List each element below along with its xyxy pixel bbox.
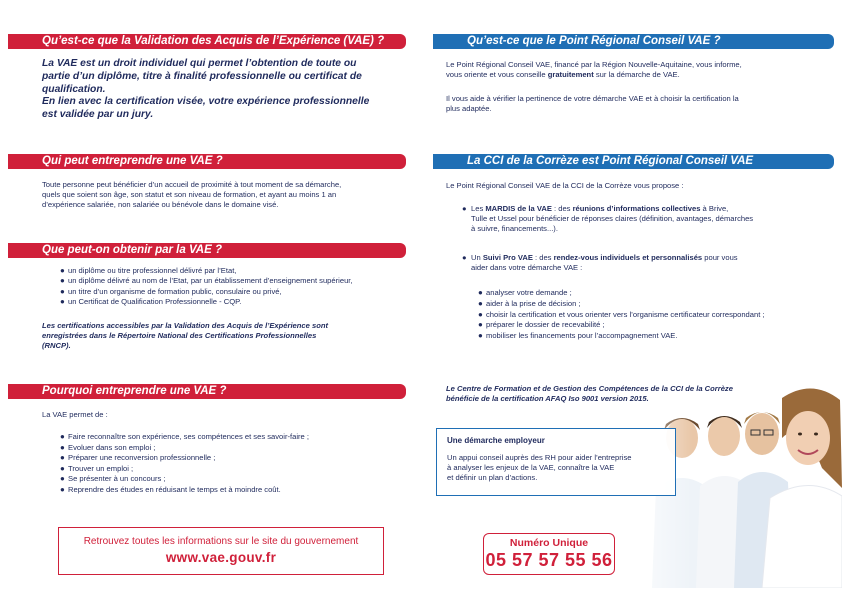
afaq-line: Le Centre de Formation et de Gestion des Compétences de la CCI de la Corrèze xyxy=(446,384,733,393)
obtain-heading: Que peut-on obtenir par la VAE ? xyxy=(8,243,406,258)
who-line: quels que soient son âge, son statut et son niveau de formation, et ayant au moins 1 an xyxy=(42,190,337,200)
why-intro: La VAE permet de : xyxy=(42,410,108,419)
suivi-line: aider dans votre démarche VAE : xyxy=(471,263,583,273)
list-item: ● préparer le dossier de recevabilité ; xyxy=(478,320,605,330)
list-item: ● choisir la certification et vous orienter vers l’organisme certificateur correspondant ; xyxy=(478,309,765,319)
list-item: ● Evoluer dans son emploi ; xyxy=(60,442,156,452)
bullet-icon: ● xyxy=(478,320,483,330)
bullet-icon: ● xyxy=(60,276,65,286)
bullet-icon: ● xyxy=(60,432,65,441)
list-item: ● mobiliser les financements pour l’accompagnement VAE. xyxy=(478,331,678,341)
vae-definition-line: qualification. xyxy=(42,83,106,95)
mardis-line: Tulle et Ussel pour bénéficier de réponses claires (définition, avantages, démarches xyxy=(471,214,754,224)
bullet-icon: ● xyxy=(60,297,65,307)
list-item: ● Se présenter à un concours ; xyxy=(60,474,166,484)
bullet-icon: ● xyxy=(60,463,65,473)
prc-line: vous oriente et vous conseille gratuitement sur la démarche de VAE. xyxy=(446,70,680,80)
cci-intro: Le Point Régional Conseil VAE de la CCI de la Corrèze vous propose : xyxy=(446,181,684,190)
list-item: ● un diplôme ou titre professionnel délivré par l’Etat, xyxy=(60,266,237,275)
list-item: ● un titre d’un organisme de formation public, consulaire ou privé, xyxy=(60,286,282,296)
phone-number[interactable]: 05 57 57 55 56 xyxy=(485,550,613,570)
who-line: Toute personne peut bénéficier d’un accueil de proximité à tout moment de sa démarche, xyxy=(42,180,342,189)
suivi-item xyxy=(462,253,812,273)
bullet-icon: ● xyxy=(60,474,65,484)
who-heading: Qui peut entreprendre une VAE ? xyxy=(8,154,406,169)
obtain-list xyxy=(60,266,410,308)
list-item: ● Préparer une reconversion professionnelle ; xyxy=(60,453,216,463)
employer-text xyxy=(447,453,665,483)
prc-help-line: plus adaptée. xyxy=(446,104,492,114)
vae-definition-line: La VAE est un droit individuel qui permet l’obtention de toute ou xyxy=(42,58,357,69)
phone-label: Numéro Unique xyxy=(509,537,589,549)
list-item: ● un Certificat de Qualification Professionnelle - CQP. xyxy=(60,297,242,307)
bullet-icon: ● xyxy=(60,266,65,275)
list-item: ● analyser votre demande ; xyxy=(478,288,572,297)
prc-heading: Qu’est-ce que le Point Régional Conseil VAE ? xyxy=(433,34,834,49)
bullet-icon: ● xyxy=(478,298,483,308)
rncp-line: Les certifications accessibles par la Validation des Acquis de l’Expérience sont xyxy=(42,321,328,330)
mardis-line: à suivre, financements...). xyxy=(471,224,558,234)
bullet-icon: ● xyxy=(478,309,483,319)
vae-definition-line: est validée par un jury. xyxy=(42,109,154,121)
afaq-note xyxy=(446,384,806,404)
gov-website-caption: Retrouvez toutes les informations sur le site du gouvernement xyxy=(83,536,359,547)
suivi-line: ● Un Suivi Pro VAE : des rendez-vous individuels et personnalisés pour vous xyxy=(462,253,738,262)
prc-text xyxy=(446,60,816,80)
prc-line: Le Point Régional Conseil VAE, financé par la Région Nouvelle-Aquitaine, vous informe, xyxy=(446,60,742,69)
why-list xyxy=(60,432,410,496)
bullet-icon: ● xyxy=(60,484,65,494)
rncp-line: enregistrées dans le Répertoire National des Certifications Professionnelles xyxy=(42,331,317,341)
gov-website-box xyxy=(58,527,384,575)
employer-title: Une démarche employeur xyxy=(447,436,545,445)
phone-box xyxy=(483,533,615,575)
employer-line: et définir un plan d’actions. xyxy=(447,473,538,482)
gov-website-link[interactable]: www.vae.gouv.fr xyxy=(165,550,277,565)
vae-definition-heading: Qu’est-ce que la Validation des Acquis de l’Expérience (VAE) ? xyxy=(8,34,406,49)
rncp-note xyxy=(42,321,412,352)
prc-help-line: Il vous aide à vérifier la pertinence de votre démarche VAE et à choisir la certification la xyxy=(446,94,739,103)
why-heading: Pourquoi entreprendre une VAE ? xyxy=(8,384,406,399)
list-item: ● un diplôme délivré au nom de l’Etat, par un établissement d’enseignement supérieur, xyxy=(60,276,353,286)
bullet-icon: ● xyxy=(462,204,467,213)
bullet-icon: ● xyxy=(462,253,467,262)
vae-definition-line: partie d’un diplôme, titre à finalité professionnelle ou certificat de xyxy=(42,70,362,82)
list-item: ● Trouver un emploi ; xyxy=(60,463,134,473)
bullet-icon: ● xyxy=(60,442,65,452)
bullet-icon: ● xyxy=(478,288,483,297)
list-item: ● Reprendre des études en réduisant le temps et à moindre coût. xyxy=(60,484,281,494)
bullet-icon: ● xyxy=(60,453,65,463)
employer-line: à analyser les enjeux de la VAE, connaître la VAE xyxy=(447,463,615,472)
bullet-icon: ● xyxy=(60,286,65,296)
suivi-list xyxy=(478,288,828,342)
mardis-item xyxy=(462,204,812,235)
prc-help-text xyxy=(446,94,816,114)
list-item: ● aider à la prise de décision ; xyxy=(478,298,581,308)
mardis-line: ● Les MARDIS de la VAE : des réunions d’informations collectives à Brive, xyxy=(462,204,729,213)
rncp-line: (RNCP). xyxy=(42,341,71,351)
vae-definition-text xyxy=(42,58,412,122)
vae-definition-line: En lien avec la certification visée, votre expérience professionnelle xyxy=(42,96,370,108)
list-item: ● Faire reconnaître son expérience, ses compétences et ses savoir-faire ; xyxy=(60,432,310,441)
employer-line: Un appui conseil auprès des RH pour aider l’entreprise xyxy=(447,453,632,462)
employer-box xyxy=(436,428,676,496)
cci-heading: La CCI de la Corrèze est Point Régional Conseil VAE xyxy=(433,154,834,169)
afaq-line: bénéficie de la certification AFAQ Iso 9001 version 2015. xyxy=(446,394,649,404)
who-text xyxy=(42,180,412,211)
who-line: d’expérience salariée, non salariée ou bénévole dans le domaine visé. xyxy=(42,200,279,210)
bullet-icon: ● xyxy=(478,331,483,341)
